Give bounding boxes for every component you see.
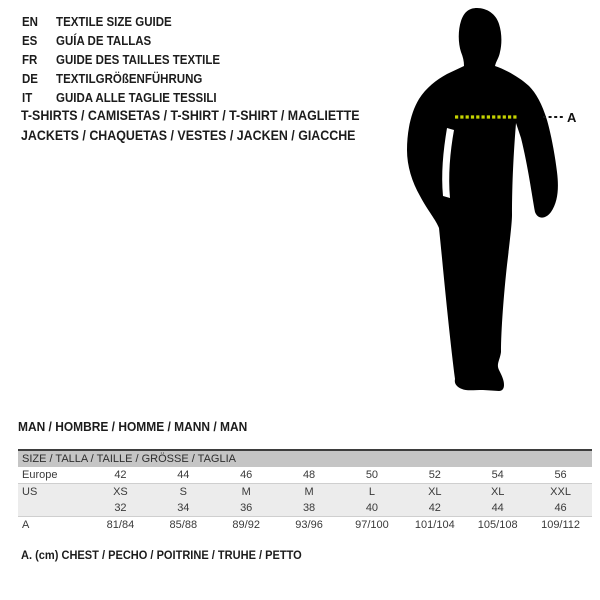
size-cell: 93/96: [295, 519, 323, 531]
size-table: [18, 449, 592, 533]
language-code: EN: [22, 15, 38, 29]
table-row-us: [18, 483, 592, 500]
size-cell: 40: [365, 502, 379, 514]
size-cell: 52: [428, 469, 441, 481]
size-cell: 44: [491, 502, 504, 514]
measurement-footnote: A. (cm) CHEST / PECHO / POITRINE / TRUHE / PETTO: [21, 548, 302, 562]
size-cell: 42: [114, 469, 127, 481]
table-row-chest-a: [18, 516, 592, 533]
language-text: GUÍA DE TALLAS: [56, 34, 152, 48]
size-cell: 46: [554, 502, 567, 514]
language-text: GUIDA ALLE TAGLIE TESSILI: [56, 91, 217, 105]
size-cell: 36: [240, 502, 253, 514]
language-row: [22, 13, 220, 32]
language-text: TEXTILE SIZE GUIDE: [56, 15, 172, 29]
language-row: [22, 70, 220, 89]
size-cell: 89/92: [232, 519, 260, 531]
table-row-numeric: [18, 500, 592, 516]
size-cell: 48: [302, 469, 316, 481]
size-cell: 101/104: [414, 519, 455, 531]
category-lines: [21, 106, 360, 146]
table-row-europe: [18, 467, 592, 483]
size-cell: 105/108: [477, 519, 518, 531]
language-row: [22, 32, 220, 51]
size-cell: 97/100: [355, 519, 389, 531]
size-cell: M: [241, 486, 251, 498]
size-cell: L: [368, 486, 375, 498]
language-code: DE: [22, 72, 38, 86]
size-cell: 32: [114, 502, 127, 514]
man-silhouette-path: [407, 8, 558, 391]
section-title: MAN / HOMBRE / HOMME / MANN / MAN: [18, 419, 248, 434]
size-cell: 34: [177, 502, 190, 514]
size-cell: 56: [554, 469, 567, 481]
row-label: US: [22, 486, 38, 498]
size-cell: 46: [240, 469, 253, 481]
size-cell: 38: [302, 502, 316, 514]
language-text: TEXTILGRÖßENFÜHRUNG: [56, 72, 203, 86]
size-cell: 85/88: [169, 519, 198, 531]
size-cell: 54: [491, 469, 504, 481]
size-table-header: SIZE / TALLA / TAILLE / GRÖSSE / TAGLIA: [18, 451, 592, 467]
language-list: [22, 13, 220, 108]
figure-silhouette: [400, 0, 590, 398]
language-code: ES: [22, 34, 38, 48]
language-code: IT: [22, 91, 33, 105]
size-cell: 109/112: [541, 519, 581, 531]
row-label: A: [22, 519, 30, 531]
size-cell: 42: [428, 502, 441, 514]
size-cell: M: [304, 486, 314, 498]
man-silhouette: [400, 0, 590, 398]
row-label: Europe: [22, 469, 58, 481]
language-code: FR: [22, 53, 38, 67]
size-cell: XS: [113, 486, 128, 498]
size-cell: XL: [490, 486, 505, 498]
size-cell: 81/84: [106, 519, 135, 531]
size-cell: XL: [428, 486, 442, 498]
language-text: GUIDE DES TAILLES TEXTILE: [56, 53, 221, 67]
measure-label-a: A: [567, 110, 577, 125]
language-row: [22, 51, 220, 70]
size-cell: 50: [365, 469, 379, 481]
size-cell: XXL: [550, 486, 571, 498]
size-cell: 44: [177, 469, 190, 481]
category-line-tshirts: T-SHIRTS / CAMISETAS / T-SHIRT / T-SHIRT / MAGLIETTE: [21, 108, 360, 123]
size-cell: S: [179, 486, 187, 498]
category-line-jackets: JACKETS / CHAQUETAS / VESTES / JACKEN / GIACCHE: [21, 128, 356, 143]
